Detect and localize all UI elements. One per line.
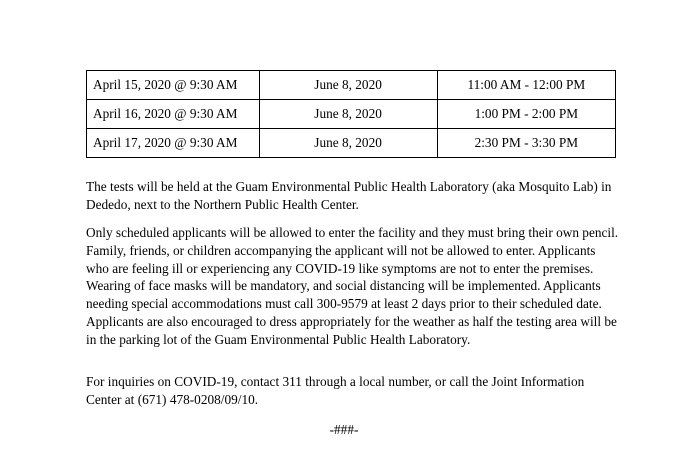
location-paragraph: The tests will be held at the Guam Environmental Public Health Laboratory (aka Mosquito Lab) in Dededo, next to the Northern Public Health Center. bbox=[86, 179, 612, 212]
registration-cell: April 15, 2020 @ 9:30 AM bbox=[87, 71, 260, 100]
end-mark: -###- bbox=[329, 422, 359, 437]
rules-paragraph: Only scheduled applicants will be allowed to enter the facility and they must bring their own pencil. Family, friends, or children accompanying the applicant will not be allowed to enter. Applicants who are feeling ill or experiencing any COVID-19 like symptoms are not to enter the premises. Wearing of face masks will be mandatory, and social distancing will be implemented. Applicants needing special accommodations must call 300-9579 at least 2 days prior to their scheduled date. Applicants are also encouraged to dress appropriately for the weather as half the testing area will be in the parking lot of the Guam Environmental Public Health Laboratory. bbox=[86, 225, 619, 347]
table-row bbox=[87, 100, 616, 129]
table-row bbox=[87, 71, 616, 100]
time-cell: 1:00 PM - 2:00 PM bbox=[437, 100, 615, 129]
schedule-table bbox=[86, 70, 616, 158]
inquiries-paragraph: For inquiries on COVID-19, contact 311 through a local number, or call the Joint Information Center at (671) 478-0208/09/10. bbox=[86, 374, 585, 407]
time-cell: 11:00 AM - 12:00 PM bbox=[437, 71, 615, 100]
test-date-cell: June 8, 2020 bbox=[259, 71, 437, 100]
test-date-cell: June 8, 2020 bbox=[259, 129, 437, 158]
registration-cell: April 16, 2020 @ 9:30 AM bbox=[87, 100, 260, 129]
table-row bbox=[87, 129, 616, 158]
test-date-cell: June 8, 2020 bbox=[259, 100, 437, 129]
registration-cell: April 17, 2020 @ 9:30 AM bbox=[87, 129, 260, 158]
time-cell: 2:30 PM - 3:30 PM bbox=[437, 129, 615, 158]
